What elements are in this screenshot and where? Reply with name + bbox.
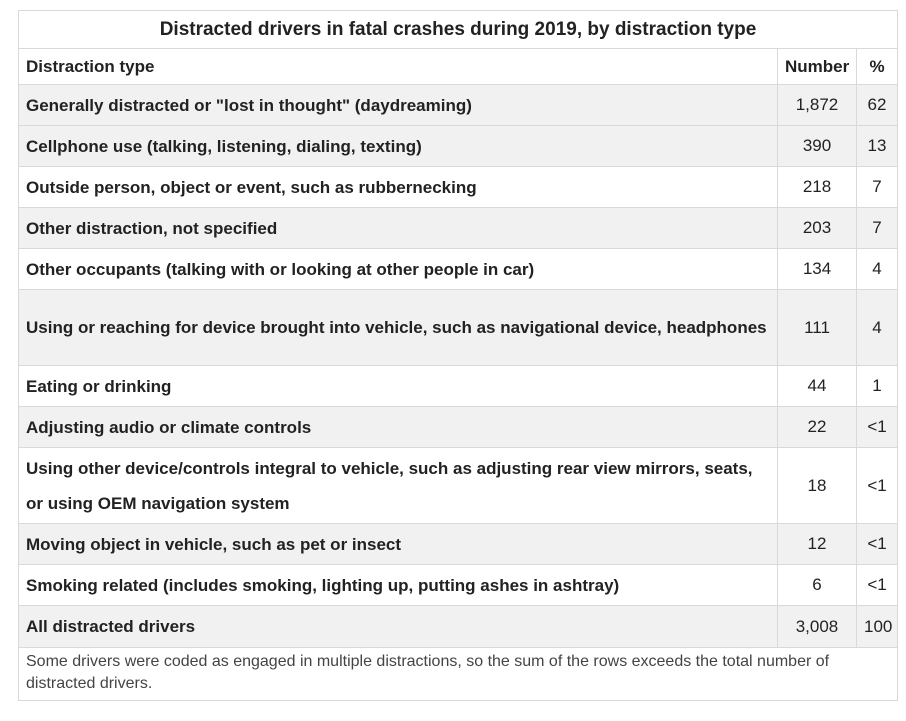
table-row (19, 290, 898, 366)
table-row (19, 448, 898, 524)
table-row (19, 126, 898, 167)
row-percent: 13 (857, 126, 898, 167)
row-label: Eating or drinking (19, 366, 778, 407)
row-percent: <1 (857, 565, 898, 606)
row-percent: 4 (857, 290, 898, 366)
row-number: 390 (778, 126, 857, 167)
row-label: Generally distracted or "lost in thought" (daydreaming) (19, 85, 778, 126)
table-row (19, 167, 898, 208)
row-label: Cellphone use (talking, listening, dialing, texting) (19, 126, 778, 167)
row-percent: 7 (857, 208, 898, 249)
row-percent: <1 (857, 407, 898, 448)
table-footnote: Some drivers were coded as engaged in multiple distractions, so the sum of the rows exceeds the total number of distracted drivers. (19, 648, 898, 701)
row-percent: 62 (857, 85, 898, 126)
row-percent: <1 (857, 448, 898, 524)
table-row (19, 208, 898, 249)
column-header-percent: % (857, 49, 898, 85)
row-number: 134 (778, 249, 857, 290)
row-number: 203 (778, 208, 857, 249)
table-row (19, 524, 898, 565)
row-number: 18 (778, 448, 857, 524)
column-header-number: Number (778, 49, 857, 85)
row-percent: 1 (857, 366, 898, 407)
row-label: Adjusting audio or climate controls (19, 407, 778, 448)
table-row (19, 366, 898, 407)
row-label: Smoking related (includes smoking, lighting up, putting ashes in ashtray) (19, 565, 778, 606)
table-row (19, 407, 898, 448)
distraction-table-container (18, 10, 897, 701)
row-label: Using other device/controls integral to vehicle, such as adjusting rear view mirrors, seats, or using OEM navigation system (19, 448, 778, 524)
table-row (19, 85, 898, 126)
total-percent: 100 (857, 606, 898, 648)
total-row (19, 606, 898, 648)
row-label: Moving object in vehicle, such as pet or insect (19, 524, 778, 565)
table-title: Distracted drivers in fatal crashes during 2019, by distraction type (19, 11, 898, 49)
row-percent: 4 (857, 249, 898, 290)
row-label: Using or reaching for device brought into vehicle, such as navigational device, headphones (19, 290, 778, 366)
row-label: Outside person, object or event, such as rubbernecking (19, 167, 778, 208)
table-row (19, 565, 898, 606)
distraction-table (18, 10, 898, 701)
column-header-type: Distraction type (19, 49, 778, 85)
table-row (19, 249, 898, 290)
total-number: 3,008 (778, 606, 857, 648)
row-number: 6 (778, 565, 857, 606)
row-number: 44 (778, 366, 857, 407)
row-percent: 7 (857, 167, 898, 208)
row-label: Other distraction, not specified (19, 208, 778, 249)
row-label: Other occupants (talking with or looking at other people in car) (19, 249, 778, 290)
row-number: 1,872 (778, 85, 857, 126)
row-number: 22 (778, 407, 857, 448)
row-number: 12 (778, 524, 857, 565)
row-percent: <1 (857, 524, 898, 565)
total-label: All distracted drivers (19, 606, 778, 648)
row-number: 218 (778, 167, 857, 208)
row-number: 111 (778, 290, 857, 366)
